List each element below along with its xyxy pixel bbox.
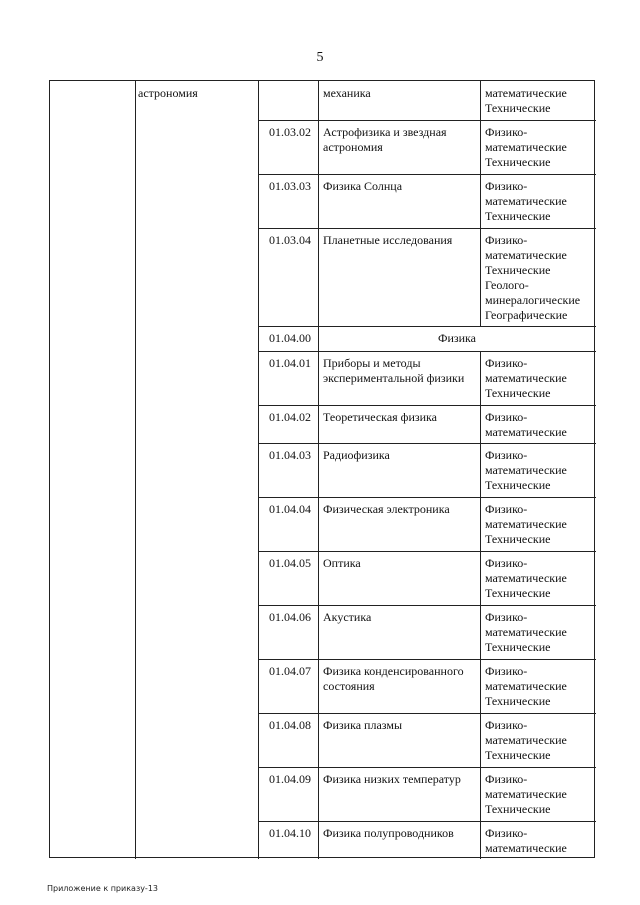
column-divider: [480, 821, 481, 859]
row-divider: [258, 605, 596, 606]
science-field: Физико-: [485, 664, 528, 678]
column-divider: [480, 81, 481, 120]
row-divider: [258, 767, 596, 768]
specialty-name: Теоретическая физика: [323, 410, 438, 424]
column-divider: [258, 81, 259, 859]
science-field: Физико-: [485, 502, 528, 516]
science-fields: [485, 233, 595, 323]
row-divider: [258, 497, 596, 498]
science-fields: [485, 772, 595, 817]
specialty-code: 01.04.08: [269, 718, 311, 732]
science-field: Физико-: [485, 233, 528, 247]
row-divider: [258, 443, 596, 444]
science-field: Физико-: [485, 610, 528, 624]
specialties-table: [49, 80, 595, 858]
science-field: Технические: [485, 263, 551, 277]
specialty-code: 01.04.07: [269, 664, 311, 678]
row-divider: [258, 120, 596, 121]
specialty-name: Приборы и методы экспериментальной физики: [323, 356, 465, 385]
column-divider: [480, 228, 481, 326]
science-field: математические: [485, 733, 567, 747]
column-divider: [480, 351, 481, 405]
row-divider: [258, 821, 596, 822]
specialty-name: Оптика: [323, 556, 361, 570]
science-fields: [485, 556, 595, 601]
science-field: Физико-: [485, 556, 528, 570]
science-fields: [485, 410, 595, 440]
specialty-code: 01.04.10: [269, 826, 311, 840]
specialty-code: 01.03.02: [269, 125, 311, 139]
specialty-name: Физика плазмы: [323, 718, 403, 732]
science-field: Геолого-: [485, 278, 529, 292]
science-fields: [485, 718, 595, 763]
science-field: Физико-: [485, 125, 528, 139]
science-fields: [485, 86, 595, 116]
page-number: 5: [316, 50, 324, 65]
science-field: Технические: [485, 386, 551, 400]
specialty-code: 01.04.01: [269, 356, 311, 370]
science-field: Технические: [485, 209, 551, 223]
column-divider: [480, 497, 481, 551]
science-field: Технические: [485, 640, 551, 654]
science-field: Технические: [485, 155, 551, 169]
science-field: математические: [485, 194, 567, 208]
row-divider: [258, 351, 596, 352]
footer-note: Приложение к приказу-13: [47, 884, 158, 893]
column-divider: [480, 767, 481, 821]
row-divider: [258, 174, 596, 175]
science-field: Технические: [485, 694, 551, 708]
column-divider: [480, 713, 481, 767]
science-field: Физико-: [485, 448, 528, 462]
row-divider: [258, 713, 596, 714]
column-divider: [480, 605, 481, 659]
column-divider: [480, 120, 481, 174]
science-field: математические: [485, 517, 567, 531]
column-divider: [480, 443, 481, 497]
science-field: математические: [485, 425, 567, 439]
specialty-code: 01.04.09: [269, 772, 311, 786]
specialty-name: Физика конденсированного состояния: [323, 664, 464, 693]
science-field: математические: [485, 625, 567, 639]
specialty-code: 01.04.03: [269, 448, 311, 462]
science-field: математические: [485, 463, 567, 477]
specialty-name: Физика низких температур: [323, 772, 461, 786]
row-divider: [258, 228, 596, 229]
science-field: Географические: [485, 308, 568, 322]
column-divider: [480, 174, 481, 228]
specialty-name: Физика полупроводников: [323, 826, 454, 840]
row-divider: [258, 551, 596, 552]
column-divider: [480, 659, 481, 713]
specialty-code: 01.04.02: [269, 410, 311, 424]
science-field: математические: [485, 86, 567, 100]
science-field: математические: [485, 679, 567, 693]
science-field: математические: [485, 371, 567, 385]
specialty-code: 01.04.05: [269, 556, 311, 570]
specialty-code: 01.03.04: [269, 233, 311, 247]
science-field: Технические: [485, 478, 551, 492]
specialty-code: 01.03.03: [269, 179, 311, 193]
science-field: Физико-: [485, 410, 528, 424]
science-fields: [485, 826, 595, 856]
first-column-label: астрономия: [138, 86, 198, 100]
science-fields: [485, 125, 595, 170]
science-fields: [485, 448, 595, 493]
row-divider: [258, 405, 596, 406]
section-title: Физика: [437, 331, 477, 345]
row-divider: [258, 659, 596, 660]
science-field: Технические: [485, 101, 551, 115]
science-fields: [485, 356, 595, 401]
science-fields: [485, 664, 595, 709]
science-field: математические: [485, 841, 567, 855]
science-field: математические: [485, 787, 567, 801]
science-fields: [485, 610, 595, 655]
science-fields: [485, 502, 595, 547]
science-field: математические: [485, 140, 567, 154]
science-field: Физико-: [485, 718, 528, 732]
specialty-code: 01.04.04: [269, 502, 311, 516]
row-divider: [258, 326, 596, 327]
science-field: Физико-: [485, 179, 528, 193]
specialty-name: Радиофизика: [323, 448, 390, 462]
science-field: Технические: [485, 586, 551, 600]
specialty-name: Физическая электроника: [323, 502, 450, 516]
specialty-name: Планетные исследования: [323, 233, 453, 247]
science-field: математические: [485, 248, 567, 262]
column-divider: [480, 551, 481, 605]
science-field: минералогические: [485, 293, 581, 307]
column-divider: [480, 405, 481, 443]
science-fields: [485, 179, 595, 224]
science-field: Физико-: [485, 356, 528, 370]
science-field: Технические: [485, 748, 551, 762]
specialty-name: Физика Солнца: [323, 179, 403, 193]
specialty-name: механика: [323, 86, 371, 100]
science-field: Физико-: [485, 772, 528, 786]
specialty-name: Акустика: [323, 610, 372, 624]
science-field: Технические: [485, 532, 551, 546]
column-divider: [135, 81, 136, 859]
science-field: Физико-: [485, 826, 528, 840]
science-field: математические: [485, 571, 567, 585]
specialty-code: 01.04.06: [269, 610, 311, 624]
specialty-code: 01.04.00: [269, 331, 311, 345]
specialty-name: Астрофизика и звездная астрономия: [323, 125, 447, 154]
column-divider: [318, 81, 319, 120]
science-field: Технические: [485, 802, 551, 816]
